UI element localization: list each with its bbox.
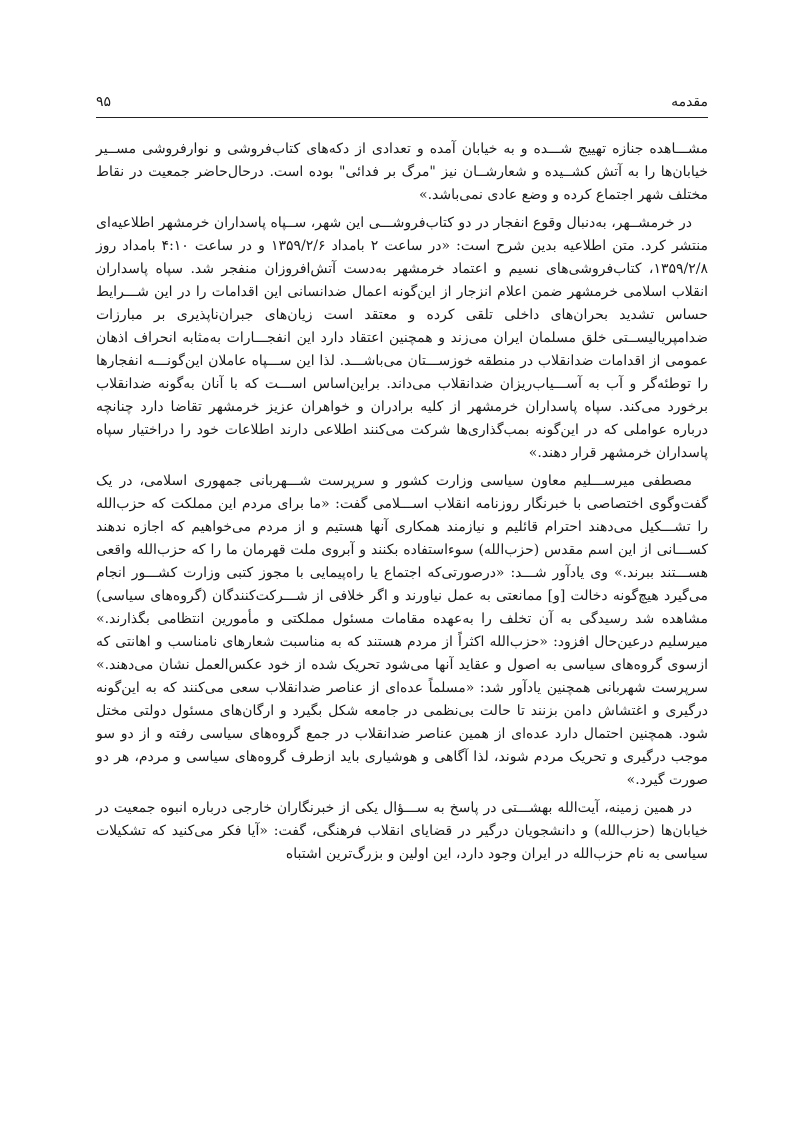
paragraph: مصطفی میرســـلیم معاون سیاسی وزارت کشور و سرپرست شـــهربانی جمهوری اسلامی، در یک گفت‌وگوی اختصاصی با خبرنگار روزنامه انقلاب اســـلامی گفت: «ما برای مردم این مملکت که حزب‌الله را تشـــکیل می‌دهند احترام قائلیم و نیازمند همکاری آنها هستیم و از مردم می‌خواهیم که اجازه ندهند کســـانی از این اسم مقدس (حزب‌الله) سوءاستفاده بکنند و آبروی ملت قهرمان ما را که حزب‌الله واقعی هســـتند ببرند.» وی یادآور شـــد: «درصورتی‌که اجتماع یا راه‌پیمایی با مجوز کتبی وزارت کشـــور انجام می‌گیرد هیچ‌گونه دخالت [و] ممانعتی به عمل نیاورند و اگر خلافی از شـــرکت‌کنندگان (گروه‌های سیاسی) مشاهده شد رسیدگی به آن تخلف را به‌عهده مقامات مسئول مملکتی و مأمورین انتظامی بگذارند.» میرسلیم درعین‌حال افزود: «حزب‌الله اکثراً از مردم هستند که به مناسبت شعارهای نامناسب و اهانتی که ازسوی گروه‌های سیاسی به اصول و عقاید آنها می‌شود تحریک شده از خود عکس‌العمل نشان می‌دهند.» سرپرست شهربانی همچنین یادآور شد: «مسلماً عده‌ای از عناصر ضدانقلاب سعی می‌کنند که به این‌گونه درگیری و اغتشاش دامن بزنند تا حالت بی‌نظمی در جامعه شکل بگیرد و ارگان‌های مسئول دولتی مختل شود. همچنین احتمال دارد عده‌ای از همین عناصر ضدانقلاب در جمع گروه‌های سیاسی رفته و از دو سو موجب درگیری و تحریک مردم شوند، لذا آگاهی و هوشیاری باید ازطرف گروه‌های سیاسی و مردم، هر دو صورت گیرد.» <box>96 473 709 788</box>
header-divider <box>96 117 708 118</box>
running-header-title: مقدمه <box>671 94 708 110</box>
paragraph: در همین زمینه، آیت‌الله بهشـــتی در پاسخ به ســـؤال یکی از خبرنگاران خارجی درباره انبوه جمعیت در خیابان‌ها (حزب‌الله) و دانشجویان درگیر در قضایای انقلاب فرهنگی، گفت: «آیا فکر می‌کنید که تشکیلات سیاسی به نام حزب‌الله در ایران وجود دارد، این اولین و بزرگ‌ترین اشتباه <box>96 800 708 862</box>
paragraph: در خرمشــهر، به‌دنبال وقوع انفجار در دو کتاب‌فروشـــی این شهر، ســپاه پاسداران خرمشهر اطلاعیه‌ای منتشر کرد. متن اطلاعیه بدین شرح است: «در ساعت ۲ بامداد ۱۳۵۹/۲/۶ و در ساعت ۴:۱۰ بامداد روز ۱۳۵۹/۲/۸، کتاب‌فروشی‌های نسیم و اعتماد خرمشهر به‌دست آتش‌افروزان منفجر شد. سپاه پاسداران انقلاب اسلامی خرمشهر ضمن اعلام انزجار از این‌گونه اعمال ضدانسانی این اقدامات را در این شـــرایط حساس تشدید بحران‌های داخلی تلقی کرده و معتقد است زیان‌های جبران‌ناپذیری بر مبارزات ضدامپریالیســتی خلق مسلمان ایران می‌زند و همچنین اعتقاد دارد این انفجـــارات به‌مثابه انحراف اذهان عمومی از اقدامات ضدانقلاب در منطقه خوزســـتان می‌باشـــد. لذا این ســـپاه عاملان این‌گونـــه انفجارها را توطئه‌گر و آب به آســـیاب‌ریزان ضدانقلاب می‌داند. براین‌اساس اســـت که با آنان به‌گونه ضدانقلاب برخورد می‌کند. سپاه پاسداران خرمشهر از کلیه برادران و خواهران عزیز خرمشهر تقاضا دارد چنانچه درباره عواملی که در این‌گونه بمب‌گذاری‌ها شرکت می‌کنند اطلاعی دارند اطلاعات خود را دراختیار سپاه پاسداران خرمشهر قرار دهند.» <box>96 215 709 461</box>
page-number: ۹۵ <box>96 94 112 110</box>
running-header <box>96 88 708 110</box>
body-text <box>96 138 708 871</box>
paragraph: مشـــاهده جنازه تهییج شـــده و به خیابان آمده و تعدادی از دکه‌های کتاب‌فروشی و نوارفروشی مســیر خیابان‌ها را به آتش کشــیده و شعارشــان نیز "مرگ بر فدائی" بوده است. درحال‌حاضر جمعیت در نقاط مختلف شهر اجتماع کرده و وضع عادی نمی‌باشد.» <box>96 141 708 203</box>
